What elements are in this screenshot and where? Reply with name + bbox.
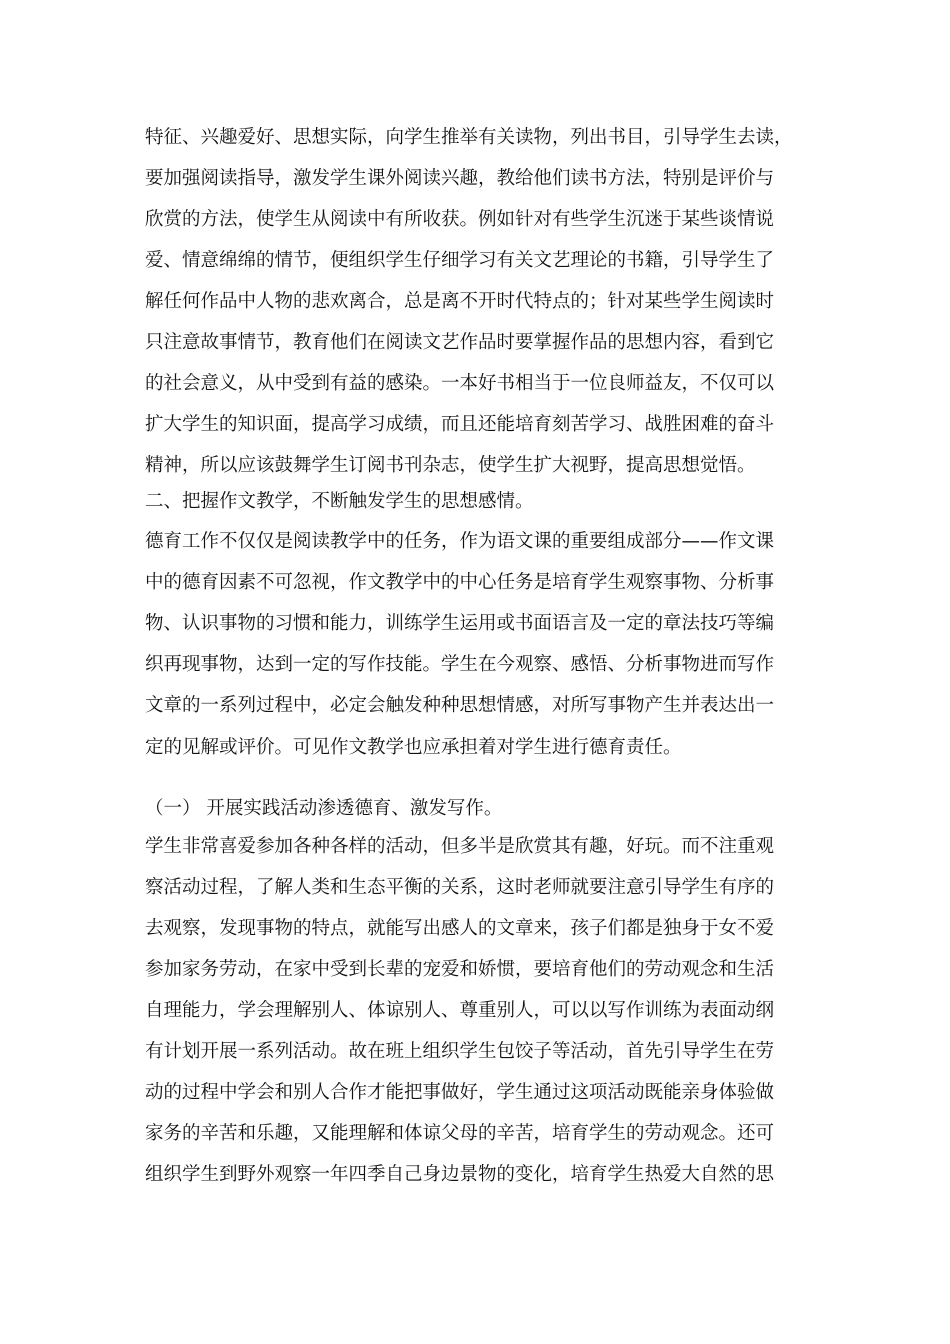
text-line: 特征、兴趣爱好、思想实际，向学生推举有关读物，列出书目，引导学生去读， <box>145 127 793 148</box>
text-line: 文章的一系列过程中，必定会触发种种思想情感，对所写事物产生并表达出一 <box>145 695 775 716</box>
text-line: 自理能力，学会理解别人、体谅别人、尊重别人，可以以写作训练为表面动纲 <box>145 1000 775 1021</box>
text-line: 解任何作品中人物的悲欢离合，总是离不开时代特点的；针对某些学生阅读时 <box>145 291 775 312</box>
text-line: 有计划开展一系列活动。故在班上组织学生包饺子等活动，首先引导学生在劳 <box>145 1041 775 1062</box>
text-line: 定的见解或评价。可见作文教学也应承担着对学生进行德育责任。 <box>145 737 682 758</box>
text-line: 织再现事物，达到一定的写作技能。学生在今观察、感悟、分析事物进而写作 <box>145 654 775 675</box>
section-heading: 二、把握作文教学，不断触发学生的思想感情。 <box>145 491 534 512</box>
text-line: 参加家务劳动，在家中受到长辈的宠爱和娇惯，要培育他们的劳动观念和生活 <box>145 959 775 980</box>
text-line: 要加强阅读指导，激发学生课外阅读兴趣，教给他们读书方法，特别是评价与 <box>145 168 775 189</box>
text-line: 中的德育因素不可忽视，作文教学中的中心任务是培育学生观察事物、分析事 <box>145 572 775 593</box>
text-line: 德育工作不仅仅是阅读教学中的任务，作为语文课的重要组成部分——作文课 <box>145 531 775 552</box>
text-line: 学生非常喜爱参加各种各样的活动，但多半是欣赏其有趣，好玩。而不注重观 <box>145 836 775 857</box>
text-line: 的社会意义，从中受到有益的感染。一本好书相当于一位良师益友，不仅可以 <box>145 373 775 394</box>
text-line: 扩大学生的知识面，提高学习成绩，而且还能培育刻苦学习、战胜困难的奋斗 <box>145 414 775 435</box>
text-line: 家务的辛苦和乐趣，又能理解和体谅父母的辛苦，培育学生的劳动观念。还可 <box>145 1123 775 1144</box>
text-line: 察活动过程，了解人类和生态平衡的关系，这时老师就要注意引导学生有序的 <box>145 877 775 898</box>
text-line: 精神，所以应该鼓舞学生订阅书刊杂志，使学生扩大视野，提高思想觉悟。 <box>145 455 756 476</box>
subsection-heading: （一） 开展实践活动渗透德育、激发写作。 <box>145 798 503 819</box>
text-line: 欣赏的方法，使学生从阅读中有所收获。例如针对有些学生沉迷于某些谈情说 <box>145 209 775 230</box>
text-line: 动的过程中学会和别人合作才能把事做好，学生通过这项活动既能亲身体验做 <box>145 1082 775 1103</box>
text-line: 去观察，发现事物的特点，就能写出感人的文章来，孩子们都是独身于女不爱 <box>145 918 775 939</box>
text-line: 爱、情意绵绵的情节，便组织学生仔细学习有关文艺理论的书籍，引导学生了 <box>145 250 775 271</box>
text-line: 只注意故事情节，教育他们在阅读文艺作品时要掌握作品的思想内容，看到它 <box>145 332 775 353</box>
text-line: 物、认识事物的习惯和能力，训练学生运用或书面语言及一定的章法技巧等编 <box>145 613 775 634</box>
text-line: 组织学生到野外观察一年四季自己身边景物的变化，培育学生热爱大自然的思 <box>145 1164 775 1185</box>
